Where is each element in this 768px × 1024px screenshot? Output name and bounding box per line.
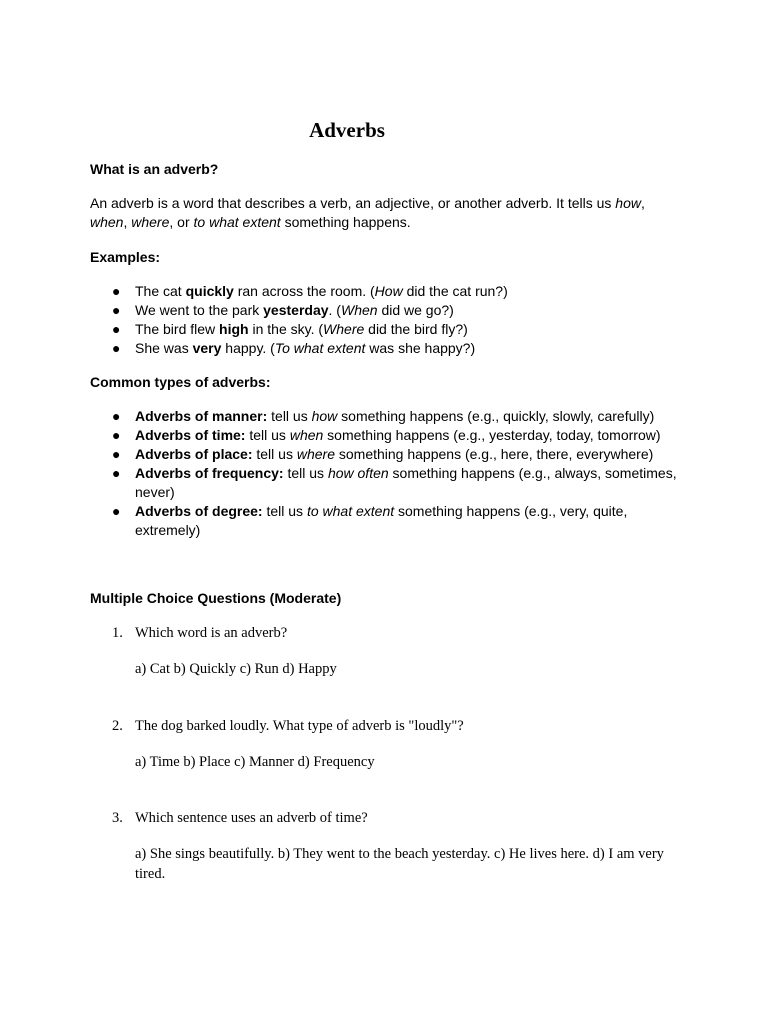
examples-heading: Examples: [90, 249, 161, 265]
list-item [90, 282, 690, 301]
type-text: tell us [267, 408, 312, 424]
types-list [90, 407, 680, 540]
example-text: happy. ( [221, 340, 275, 356]
page-title: Adverbs [309, 118, 385, 142]
question-number: 3. [112, 810, 123, 826]
bullet-icon: ● [112, 302, 121, 318]
question-1 [90, 623, 690, 679]
type-text: something happens (e.g., yesterday, today, tomorrow) [323, 427, 661, 443]
example-text: We went to the park [135, 302, 264, 318]
definition-paragraph [90, 194, 650, 232]
list-item [90, 339, 690, 358]
definition-where: where [131, 214, 170, 230]
type-text: something happens (e.g., quickly, slowly, carefully) [337, 408, 655, 424]
example-adverb: high [219, 321, 249, 337]
list-item [90, 502, 680, 540]
example-adverb: very [192, 340, 222, 356]
list-item [90, 426, 680, 445]
type-question: to what extent [306, 503, 395, 519]
type-text: something happens (e.g., here, there, everywhere) [334, 446, 654, 462]
example-text: ran across the room. ( [233, 283, 375, 299]
definition-when: when [90, 214, 124, 230]
question-number: 1. [112, 625, 123, 641]
type-question: where [296, 446, 335, 462]
example-question-word: When [340, 302, 378, 318]
example-text: did we go?) [377, 302, 454, 318]
bullet-icon: ● [112, 283, 121, 299]
type-label: Adverbs of place: [135, 446, 253, 462]
bullet-icon: ● [112, 408, 121, 424]
question-text: Which sentence uses an adverb of time? [135, 810, 368, 826]
type-question: how [311, 408, 338, 424]
type-label: Adverbs of time: [135, 427, 246, 443]
example-text: The cat [135, 283, 186, 299]
example-adverb: quickly [185, 283, 234, 299]
definition-text: An adverb is a word that describes a verb, an adjective, or another adverb. It tells us [90, 195, 616, 211]
definition-comma: , [640, 195, 645, 211]
types-heading: Common types of adverbs: [90, 374, 271, 390]
example-text: She was [135, 340, 193, 356]
type-text: tell us [252, 446, 297, 462]
definition-how: how [615, 195, 641, 211]
definition-comma: , [123, 214, 132, 230]
type-text: tell us [262, 503, 307, 519]
example-text: did the cat run?) [402, 283, 508, 299]
question-text: Which word is an adverb? [135, 625, 288, 641]
mcq-heading: Multiple Choice Questions (Moderate) [90, 590, 342, 606]
example-text: . ( [328, 302, 341, 318]
type-text: tell us [245, 427, 290, 443]
list-item [90, 301, 690, 320]
bullet-icon: ● [112, 427, 121, 443]
question-3 [90, 808, 690, 884]
list-item [90, 407, 680, 426]
bullet-icon: ● [112, 321, 121, 337]
type-text: something happens (e.g., very, quite, extremely) [135, 503, 628, 538]
example-text: in the sky. ( [248, 321, 324, 337]
question-options: a) Cat b) Quickly c) Run d) Happy [135, 661, 337, 677]
question-number: 2. [112, 718, 123, 734]
what-heading: What is an adverb? [90, 161, 219, 177]
example-question-word: How [374, 283, 403, 299]
type-label: Adverbs of manner: [135, 408, 268, 424]
definition-extent: to what extent [193, 214, 281, 230]
type-question: how often [327, 465, 389, 481]
list-item [90, 445, 680, 464]
type-label: Adverbs of degree: [135, 503, 263, 519]
type-label: Adverbs of frequency: [135, 465, 284, 481]
question-options: a) She sings beautifully. b) They went to the beach yesterday. c) He lives here. d) I am very tired. [135, 846, 664, 882]
list-item [90, 464, 680, 502]
example-text: The bird flew [135, 321, 220, 337]
bullet-icon: ● [112, 446, 121, 462]
type-text: tell us [283, 465, 328, 481]
examples-list [90, 282, 690, 358]
question-options: a) Time b) Place c) Manner d) Frequency [135, 754, 375, 770]
question-2 [90, 716, 690, 772]
type-question: when [289, 427, 324, 443]
example-question-word: Where [323, 321, 365, 337]
list-item [90, 320, 690, 339]
question-text: The dog barked loudly. What type of adverb is "loudly"? [135, 718, 464, 734]
type-text: something happens (e.g., always, sometimes, never) [135, 465, 677, 500]
bullet-icon: ● [112, 340, 121, 356]
bullet-icon: ● [112, 503, 121, 519]
definition-end: something happens. [280, 214, 411, 230]
example-text: did the bird fly?) [364, 321, 468, 337]
example-text: was she happy?) [365, 340, 476, 356]
example-question-word: To what extent [274, 340, 366, 356]
bullet-icon: ● [112, 465, 121, 481]
example-adverb: yesterday [263, 302, 329, 318]
definition-or: , or [169, 214, 194, 230]
